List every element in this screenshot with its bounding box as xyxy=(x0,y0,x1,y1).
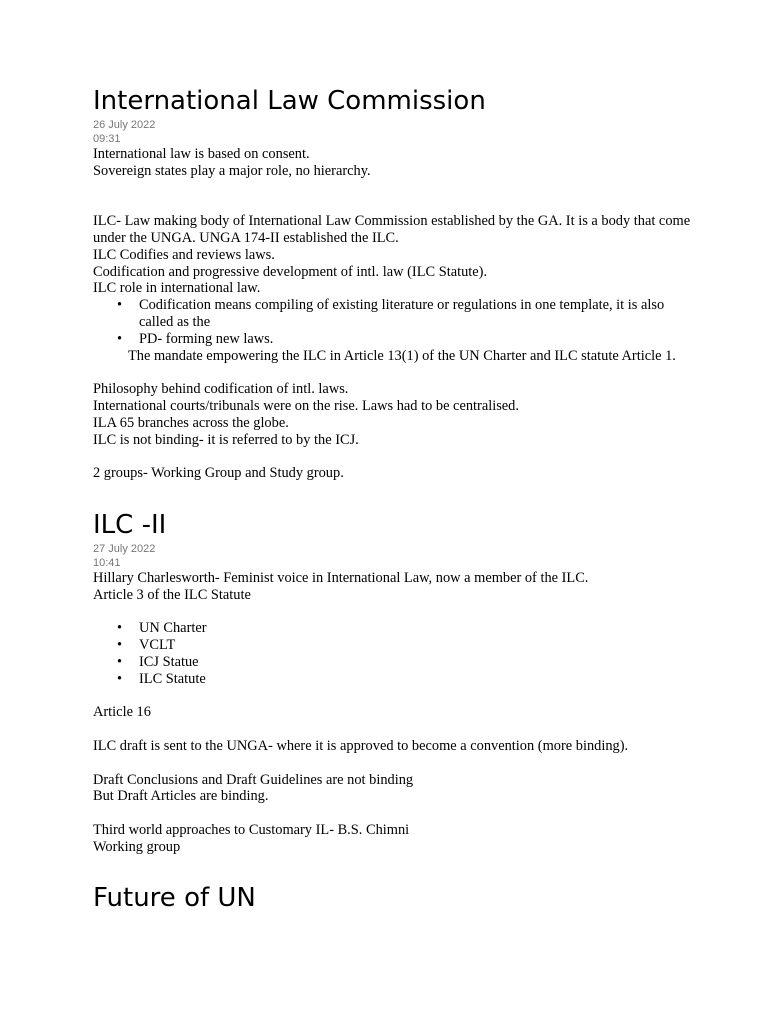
list-item-text: ILC Statute xyxy=(139,670,206,687)
text-line: Draft Conclusions and Draft Guidelines are not binding xyxy=(93,771,414,788)
bullet-list xyxy=(93,297,693,347)
text-line: Codification and progressive development of intl. law (ILC Statute). xyxy=(93,263,488,280)
text-paragraph: ILC- Law making body of International Law Commission established by the GA. It is a body that come under the UNGA. UNGA 174-II established the ILC. xyxy=(93,213,691,246)
text-line: ILC role in international law. xyxy=(93,280,261,297)
note-date: 26 July 2022 xyxy=(93,119,156,131)
section-international-law-commission xyxy=(93,84,693,482)
note-body xyxy=(93,570,693,856)
page-title: International Law Commission xyxy=(93,86,486,116)
text-line: International law is based on consent. xyxy=(93,146,310,162)
text-line: 2 groups- Working Group and Study group. xyxy=(93,465,344,482)
bullet-icon: • xyxy=(117,653,123,670)
text-line: Third world approaches to Customary IL- B.S. Chimni xyxy=(93,821,410,838)
section-title: Future of UN xyxy=(93,883,256,914)
text-line: Working group xyxy=(93,838,181,855)
text-line: But Draft Articles are binding. xyxy=(93,788,269,805)
list-item xyxy=(93,671,693,688)
note-time: 10:41 xyxy=(93,556,121,569)
section-ilc-ii xyxy=(93,508,693,856)
list-item xyxy=(93,331,693,348)
bullet-icon: • xyxy=(117,330,123,347)
note-page xyxy=(93,84,693,915)
bullet-icon: • xyxy=(117,637,123,654)
text-line: ILC Codifies and reviews laws. xyxy=(93,246,275,263)
note-time: 09:31 xyxy=(93,133,121,145)
bullet-icon: • xyxy=(117,620,123,637)
note-date: 27 July 2022 xyxy=(93,542,156,555)
list-item-text: UN Charter xyxy=(139,620,207,637)
text-line: ILC draft is sent to the UNGA- where it is approved to become a convention (more binding). xyxy=(93,737,629,754)
text-line: ILC is not binding- it is referred to by the ICJ. xyxy=(93,431,359,448)
indented-text: The mandate empowering the ILC in Article 13(1) of the UN Charter and ILC statute Article 1. xyxy=(128,347,676,364)
text-line: Hillary Charlesworth- Feminist voice in International Law, now a member of the ILC. xyxy=(93,569,589,586)
text-line: Sovereign states play a major role, no hierarchy. xyxy=(93,162,371,179)
list-item-text: VCLT xyxy=(139,637,176,654)
list-item-text: PD- forming new laws. xyxy=(139,330,274,347)
text-line: ILA 65 branches across the globe. xyxy=(93,414,289,431)
list-item xyxy=(93,637,693,654)
text-line: Article 3 of the ILC Statute xyxy=(93,586,251,603)
note-body xyxy=(93,146,693,482)
section-title: ILC -II xyxy=(93,509,167,540)
text-line: Article 16 xyxy=(93,704,151,721)
list-item-text: ICJ Statue xyxy=(139,653,199,670)
list-item xyxy=(93,654,693,671)
list-item-text: Codification means compiling of existing literature or regulations in one template, it is also called as the xyxy=(139,297,665,330)
list-item xyxy=(93,620,693,637)
bullet-list xyxy=(93,620,693,687)
section-future-of-un xyxy=(93,881,693,915)
bullet-icon: • xyxy=(117,297,123,314)
text-line: Philosophy behind codification of intl. laws. xyxy=(93,381,349,398)
list-item xyxy=(93,297,693,331)
bullet-icon: • xyxy=(117,670,123,687)
text-line: International courts/tribunals were on the rise. Laws had to be centralised. xyxy=(93,397,519,414)
